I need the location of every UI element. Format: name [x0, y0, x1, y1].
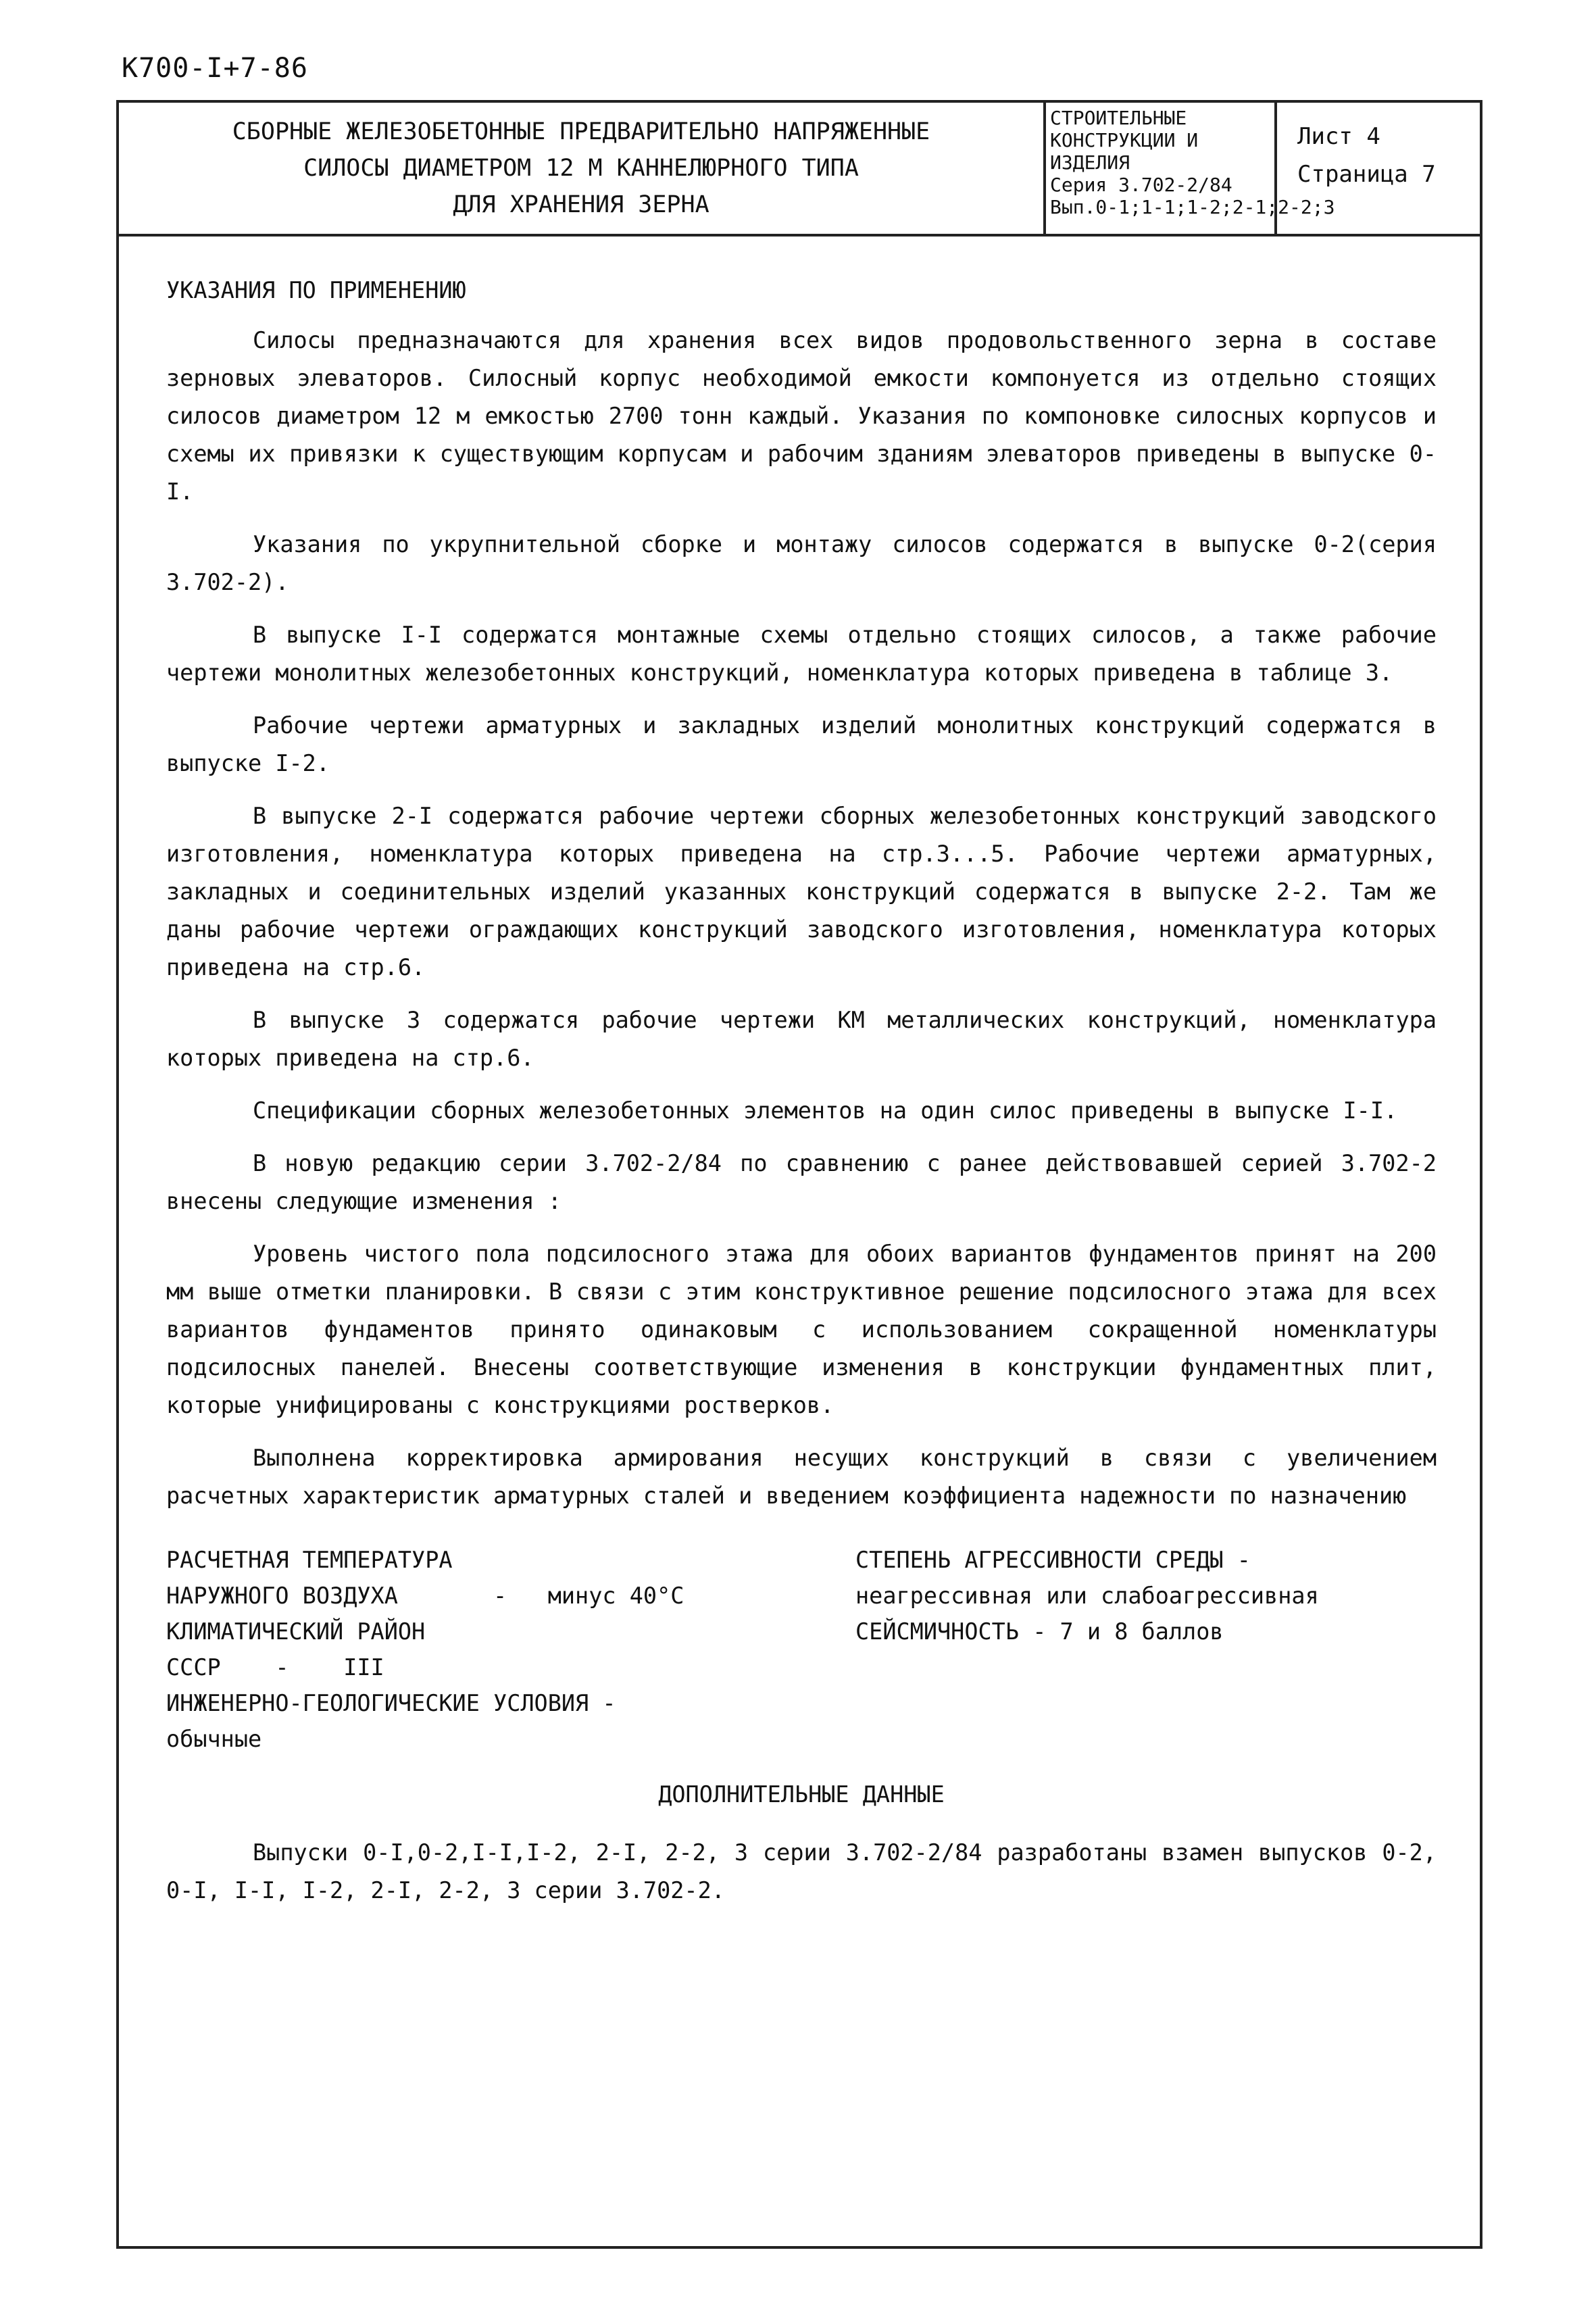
parameter-line: СССР - III [166, 1654, 384, 1681]
document-body [166, 272, 1437, 1924]
series-line: Вып.0-1;1-1;1-2;2-1;2-2;3 [1050, 196, 1335, 218]
additional-heading: ДОПОЛНИТЕЛЬНЫЕ ДАННЫЕ [658, 1781, 945, 1808]
paragraph: Выполнена корректировка армирования несущих конструкций в связи с увеличением расчетных характеристик арматурных сталей и введением коэффициента надежности по назначению [166, 1445, 1437, 1509]
sheet-number: Лист 4 [1297, 123, 1380, 150]
parameter-line: СЕЙСМИЧНОСТЬ - 7 и 8 баллов [855, 1618, 1224, 1645]
document-code: К700-I+7-86 [122, 53, 308, 84]
paragraph: Спецификации сборных железобетонных элементов на один силос приведены в выпуске I-I. [253, 1097, 1398, 1124]
series-line: КОНСТРУКЦИИ И [1050, 129, 1199, 151]
page-number: Страница 7 [1297, 161, 1436, 188]
title-line: ДЛЯ ХРАНЕНИЯ ЗЕРНА [453, 191, 709, 218]
paragraph: Уровень чистого пола подсилосного этажа для обоих вариантов фундаментов принят на 200 мм выше отметки планировки. В связи с этим конструктивное решение подсилосного этажа для всех вариантов фундаментов принято одинаковым с использованием сокращенной номенклатуры подсилосных панелей. Внесены соответствующие изменения в конструкции фундаментных плит, которые унифицированы с конструкциями ростверков. [166, 1241, 1437, 1418]
parameter-line: КЛИМАТИЧЕСКИЙ РАЙОН [166, 1618, 426, 1645]
page-frame [116, 100, 1482, 2249]
paragraph: В выпуске I-I содержатся монтажные схемы отдельно стоящих силосов, а также рабочие чертежи монолитных железобетонных конструкций, номенклатура которых приведена в таблице 3. [166, 622, 1437, 686]
series-line: СТРОИТЕЛЬНЫЕ [1050, 107, 1187, 129]
paragraph: В выпуске 2-I содержатся рабочие чертежи сборных железобетонных конструкций заводского изготовления, номенклатура которых приведена на стр.3...5. Рабочие чертежи арматурных, закладных и соединительных изделий указанных конструкций содержатся в выпуске 2-2. Там же даны рабочие чертежи ограждающих конструкций заводского изготовления, номенклатура которых приведена на стр.6. [166, 803, 1437, 980]
design-parameters [166, 1542, 1437, 1752]
title-line: СБОРНЫЕ ЖЕЛЕЗОБЕТОННЫЕ ПРЕДВАРИТЕЛЬНО НАПРЯЖЕННЫЕ [232, 118, 930, 145]
additional-text: Выпуски 0-I,0-2,I-I,I-2, 2-I, 2-2, 3 серии 3.702-2/84 разработаны взамен выпусков 0-2, 0-I, I-I, I-2, 2-I, 2-2, 3 серии 3.702-2. [166, 1839, 1437, 1903]
parameter-line: ИНЖЕНЕРНО-ГЕОЛОГИЧЕСКИЕ УСЛОВИЯ - [166, 1690, 616, 1716]
parameter-line: РАСЧЕТНАЯ ТЕМПЕРАТУРА [166, 1547, 453, 1573]
paragraph: В выпуске 3 содержатся рабочие чертежи КМ металлических конструкций, номенклатура которых приведена на стр.6. [166, 1007, 1437, 1071]
title-block [119, 103, 1480, 237]
paragraph: Силосы предназначаются для хранения всех видов продовольственного зерна в составе зерновых элеваторов. Силосный корпус необходимой емкости компонуется из отдельно стоящих силосов диаметром 12 м емкостью 2700 тонн каждый. Указания по компоновке силосных корпусов и схемы их привязки к существующим корпусам и рабочим зданиям элеваторов приведены в выпуске 0-I. [166, 327, 1437, 505]
paragraph: Рабочие чертежи арматурных и закладных изделий монолитных конструкций содержатся в выпуске I-2. [166, 712, 1437, 776]
parameter-line: обычные [166, 1726, 262, 1752]
parameter-line: СТЕПЕНЬ АГРЕССИВНОСТИ СРЕДЫ - [855, 1547, 1251, 1573]
document-title [119, 103, 1046, 234]
section-heading: УКАЗАНИЯ ПО ПРИМЕНЕНИЮ [166, 277, 466, 303]
series-info [1046, 103, 1335, 234]
paragraph: В новую редакцию серии 3.702-2/84 по сравнению с ранее действовавшей серией 3.702-2 внесены следующие изменения : [166, 1150, 1437, 1214]
parameter-line: НАРУЖНОГО ВОЗДУХА - минус 40°С [166, 1583, 684, 1609]
paragraph: Указания по укрупнительной сборке и монтажу силосов содержатся в выпуске 0-2(серия 3.702-2). [166, 531, 1437, 595]
series-line: Серия 3.702-2/84 [1050, 174, 1232, 196]
title-line: СИЛОСЫ ДИАМЕТРОМ 12 М КАННЕЛЮРНОГО ТИПА [303, 155, 859, 182]
parameters-left [166, 1542, 828, 1757]
parameters-right [855, 1542, 1437, 1649]
series-line: ИЗДЕЛИЯ [1050, 151, 1130, 174]
parameter-line: неагрессивная или слабоагрессивная [855, 1583, 1319, 1609]
sheet-info [1277, 103, 1482, 234]
